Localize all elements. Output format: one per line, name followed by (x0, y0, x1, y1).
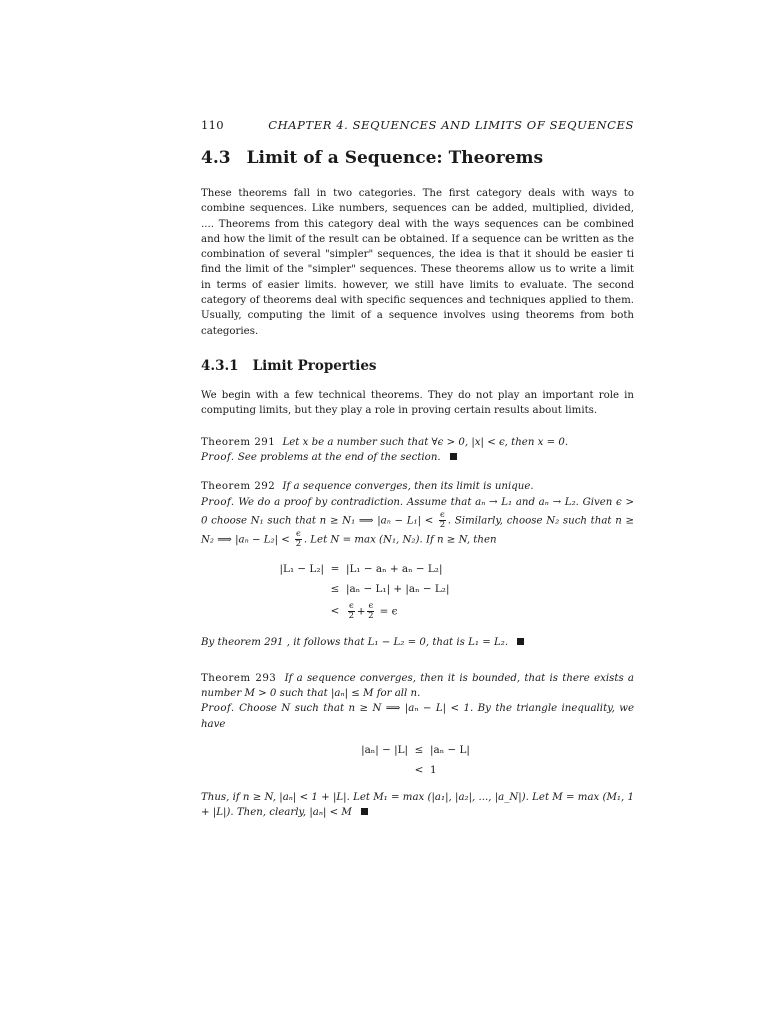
fraction-epsilon-half (295, 530, 302, 549)
fraction-epsilon-half (367, 602, 374, 621)
equation-relation: < (330, 605, 340, 618)
frac-numerator: ϵ (296, 529, 301, 540)
proof-label: Proof. (201, 703, 235, 715)
equation-relation: < (414, 763, 424, 776)
proof-text: Choose N such that n ≥ N ⟹ |aₙ − L| < 1. By the triangle inequality, we have (201, 703, 634, 730)
subsection-intro: We begin with a few technical theorems. They do not play an important role in computing limits, but they play a role in proving certain results about limits. (201, 389, 634, 417)
equation-rhs: |aₙ − L| (430, 743, 470, 756)
equation-lhs: |L₁ − L₂| (279, 563, 324, 576)
proof-label: Proof. (201, 497, 235, 509)
equation-row (201, 579, 634, 599)
equation-row (201, 760, 634, 780)
theorem-291 (201, 435, 634, 466)
conclusion-text: By theorem 291 , it follows that L₁ − L₂ = 0, that is L₁ = L₂. (201, 637, 509, 649)
equation-block-293 (201, 740, 634, 780)
section-intro: These theorems fall in two categories. The first category deals with ways to combine sequences. Like numbers, sequences can be added, multiplied, divided, .... Theorems from this category deal with the ways sequences can be combined and how the limit of the result can be obtained. If a sequence can be written as the combination of several "simpler" sequences, the idea is that it should be easier ti find the limit of the "simpler" sequences. These theorems allow us to write a limit in terms of easier limits. however, we still have limits to evaluate. The second category of theorems deal with specific sequences and techniques applied to them. Usually, computing the limit of a sequence involves using theorems from both categories. (201, 188, 634, 337)
theorem-statement: If a sequence converges, then it is bounded, that is there exists a number M > 0 such that |aₙ| ≤ M for all n. (201, 672, 634, 700)
theorem-293 (201, 671, 634, 821)
theorem-label: Theorem 292 (201, 481, 276, 493)
subsection-title: Limit Properties (252, 357, 377, 374)
equation-block-292 (201, 559, 634, 623)
theorem-292-proof (201, 494, 634, 549)
equation-relation: ≤ (414, 743, 424, 756)
proof-text-c: . Let N = max (N₁, N₂). If n ≥ N, then (303, 534, 497, 546)
section-title: Limit of a Sequence: Theorems (246, 148, 544, 168)
qed-square-icon (361, 808, 368, 815)
frac-numerator: ϵ (440, 510, 445, 521)
equation-tail: = ϵ (379, 605, 398, 618)
subsection-number: 4.3.1 (201, 357, 239, 374)
theorem-293-proof (201, 701, 634, 732)
qed-square-icon (450, 453, 457, 460)
equation-rhs: |aₙ − L₁| + |aₙ − L₂| (346, 583, 450, 596)
qed-square-icon (517, 638, 524, 645)
chapter-title: CHAPTER 4. SEQUENCES AND LIMITS OF SEQUENCES (268, 118, 634, 132)
theorem-291-proof-line (201, 450, 634, 465)
equation-row (201, 740, 634, 760)
theorem-293-conclusion (201, 790, 634, 821)
frac-denominator: 2 (368, 610, 374, 621)
theorem-292-conclusion (201, 635, 634, 650)
equation-row (201, 599, 634, 623)
theorem-label: Theorem 291 (201, 436, 276, 448)
theorem-statement: If a sequence converges, then its limit is unique. (282, 481, 534, 493)
equation-lhs: |aₙ| − |L| (361, 743, 408, 756)
frac-denominator: 2 (348, 610, 355, 621)
section-heading (201, 148, 634, 168)
frac-numerator: ϵ (349, 600, 354, 611)
fraction-epsilon-half (348, 602, 355, 621)
theorem-label: Theorem 293 (201, 672, 277, 684)
proof-text-b: . Similarly, choose N₂ such that n ≥ N₂ ⟹ |aₙ − L₂| < (201, 515, 634, 546)
fraction-epsilon-half (439, 511, 446, 530)
proof-text-a: We do a proof by contradiction. Assume that aₙ → L₁ and aₙ → L₂. Given ϵ > 0 choose N₁ such that n ≥ N₁ ⟹ |aₙ − L₁| < (201, 497, 634, 527)
proof-label: Proof. (201, 451, 235, 463)
theorem-292-statement-line (201, 479, 634, 494)
theorem-291-statement-line (201, 435, 634, 450)
subsection-heading (201, 358, 634, 374)
theorem-293-statement-line (201, 671, 634, 702)
document-page (201, 118, 634, 835)
equation-rhs: |L₁ − aₙ + aₙ − L₂| (346, 563, 443, 576)
theorem-292 (201, 479, 634, 651)
proof-text: See problems at the end of the section. (237, 451, 441, 463)
frac-numerator: ϵ (368, 600, 374, 611)
equation-relation: ≤ (330, 583, 340, 596)
equation-rhs: $\frac{\epsilon}{2}$ + $\frac{\epsilon}{2}$ = ϵ (348, 600, 398, 621)
frac-denominator: 2 (439, 520, 446, 531)
conclusion-text: Thus, if n ≥ N, |aₙ| < 1 + |L|. Let M₁ = max (|a₁|, |a₂|, ..., |a_N|). Let M = max (M₁, 1 + |L|). Then, clearly, |aₙ| < M (201, 791, 634, 819)
equation-relation: = (330, 563, 340, 576)
running-header (201, 118, 634, 132)
theorem-statement: Let x be a number such that ∀ϵ > 0, |x| < ϵ, then x = 0. (282, 436, 569, 448)
section-number: 4.3 (201, 148, 231, 168)
equation-row (201, 559, 634, 579)
equation-rhs: 1 (430, 763, 437, 776)
page-number: 110 (201, 118, 224, 132)
frac-denominator: 2 (295, 539, 302, 550)
